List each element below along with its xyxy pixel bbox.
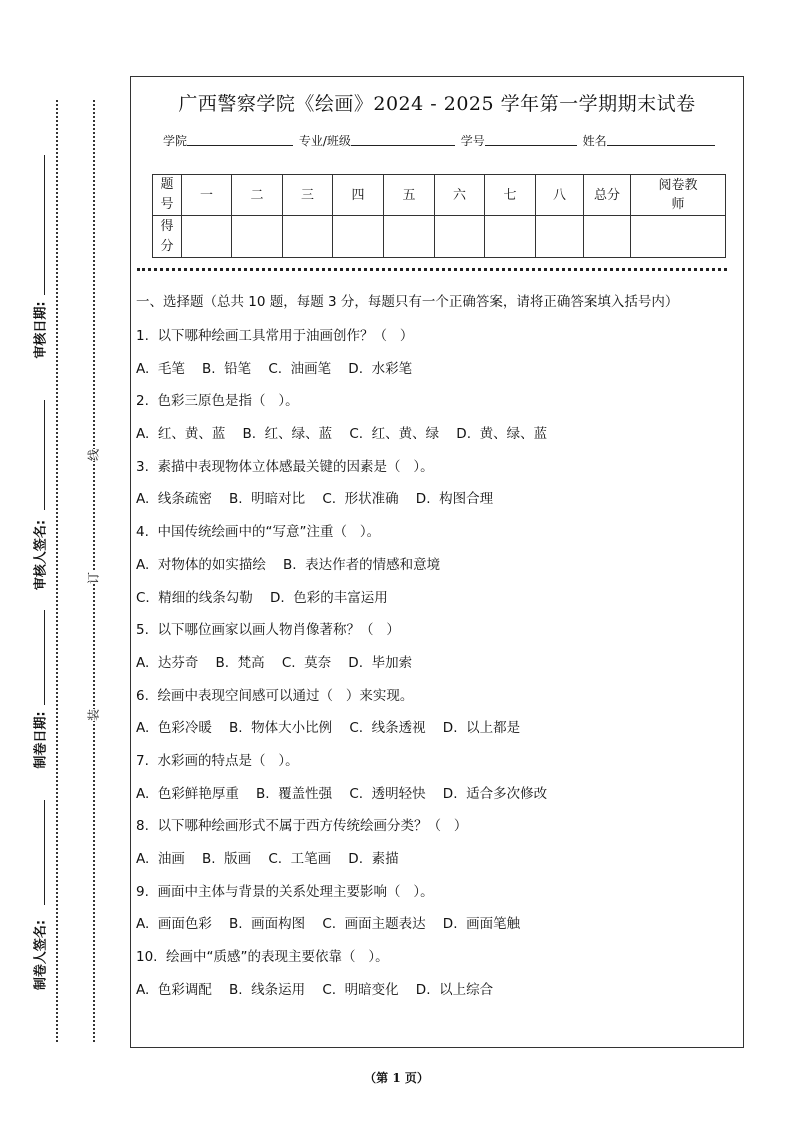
column-header: 八: [536, 175, 584, 216]
question-5: 5. 以下哪位画家以画人物肖像著称？（ ）: [136, 622, 400, 639]
college-field[interactable]: [187, 134, 293, 146]
options-1: A. 毛笔 B. 铅笔 C. 油画笔 D. 水彩笔: [136, 360, 413, 377]
question-8: 8. 以下哪种绘画形式不属于西方传统绘画分类？（ ）: [136, 818, 468, 835]
student-id-label: 学号: [460, 134, 485, 148]
reviewer-header: 阅卷教师: [631, 175, 726, 216]
column-header: 一: [182, 175, 232, 216]
score-table-header-row: [153, 175, 726, 216]
creator-signature-label: 制卷人签名:: [33, 919, 49, 991]
column-header: 三: [283, 175, 333, 216]
major-class-field[interactable]: [351, 134, 455, 146]
score-cell[interactable]: [182, 216, 232, 258]
exam-date-line: [44, 610, 45, 705]
score-cell[interactable]: [485, 216, 536, 258]
name-label: 姓名: [582, 134, 607, 148]
column-header: 二: [232, 175, 283, 216]
question-7: 7. 水彩画的特点是（ ）。: [136, 752, 299, 769]
student-info-row: [163, 132, 717, 149]
cut-word-mount: 装: [83, 709, 104, 721]
column-header: 七: [485, 175, 536, 216]
column-header: 六: [435, 175, 485, 216]
question-3: 3. 素描中表现物体立体感最关键的因素是（ ）。: [136, 458, 434, 475]
exam-date-label: 制卷日期:: [33, 711, 49, 769]
dotted-separator: [137, 268, 727, 271]
options-2: A. 红、黄、蓝 B. 红、绿、蓝 C. 红、黄、绿 D. 黄、绿、蓝: [136, 426, 548, 443]
review-date-line: [44, 155, 45, 295]
score-table: [152, 174, 726, 258]
score-cell[interactable]: [384, 216, 435, 258]
reviewer-signature-line: [44, 400, 45, 510]
score-cell[interactable]: [283, 216, 333, 258]
question-1: 1. 以下哪种绘画工具常用于油画创作？（ ）: [136, 328, 414, 344]
creator-signature-line: [44, 800, 45, 905]
student-id-field[interactable]: [485, 134, 577, 146]
question-list: [136, 320, 736, 1006]
options-5: A. 达芬奇 B. 梵高 C. 莫奈 D. 毕加索: [136, 654, 413, 671]
column-header: 五: [384, 175, 435, 216]
column-header: 四: [333, 175, 384, 216]
reviewer-signature-label: 审核人签名:: [33, 519, 49, 591]
review-date-label: 审核日期:: [33, 301, 49, 359]
options-3: A. 线条疏密 B. 明暗对比 C. 形状准确 D. 构图合理: [136, 491, 494, 508]
options-8: A. 油画 B. 版画 C. 工笔画 D. 素描: [136, 851, 399, 867]
options-9: A. 画面色彩 B. 画面构图 C. 画面主题表达 D. 画面笔触: [136, 916, 521, 933]
question-6: 6. 绘画中表现空间感可以通过（ ）来实现。: [136, 687, 414, 704]
page-number: （第 1 页）: [364, 1071, 429, 1085]
options-6: A. 色彩冷暖 B. 物体大小比例 C. 线条透视 D. 以上都是: [136, 720, 521, 737]
name-field[interactable]: [607, 134, 715, 146]
question-number-header: 题号: [153, 175, 182, 216]
score-cell[interactable]: [536, 216, 584, 258]
college-label: 学院: [163, 134, 188, 148]
options-4-ab: A. 对物体的如实描绘 B. 表达作者的情感和意境: [136, 556, 441, 573]
question-10: 10. 绘画中“质感”的表现主要依靠（ ）。: [136, 949, 389, 966]
cut-word-line: 线: [83, 449, 104, 461]
options-7: A. 色彩鲜艳厚重 B. 覆盖性强 C. 透明轻快 D. 适合多次修改: [136, 785, 548, 802]
total-score-header: 总分: [584, 175, 631, 216]
question-4: 4. 中国传统绘画中的“写意”注重（ ）。: [136, 524, 381, 541]
question-9: 9. 画面中主体与背景的关系处理主要影响（ ）。: [136, 883, 434, 900]
options-10: A. 色彩调配 B. 线条运用 C. 明暗变化 D. 以上综合: [136, 981, 494, 998]
total-score-cell[interactable]: [584, 216, 631, 258]
score-row-label: 得分: [153, 216, 182, 258]
reviewer-cell[interactable]: [631, 216, 726, 258]
score-cell[interactable]: [232, 216, 283, 258]
question-2: 2. 色彩三原色是指（ ）。: [136, 393, 299, 410]
score-table-score-row: [153, 216, 726, 258]
section-multiple-choice: [136, 290, 736, 1006]
score-cell[interactable]: [435, 216, 485, 258]
exam-page-frame: [130, 76, 744, 1048]
exam-title: 广西警察学院《绘画》2024 - 2025 学年第一学期期末试卷: [178, 93, 696, 115]
score-cell[interactable]: [333, 216, 384, 258]
options-4-cd: C. 精细的线条勾勒 D. 色彩的丰富运用: [136, 589, 388, 606]
major-class-label: 专业/班级: [298, 134, 351, 148]
section-heading: 一、选择题（总共 10 题，每题 3 分，每题只有一个正确答案，请将正确答案填入括号内）: [136, 294, 679, 310]
cut-word-bind: 订: [83, 572, 104, 584]
outer-dotted-line: [56, 100, 58, 1042]
